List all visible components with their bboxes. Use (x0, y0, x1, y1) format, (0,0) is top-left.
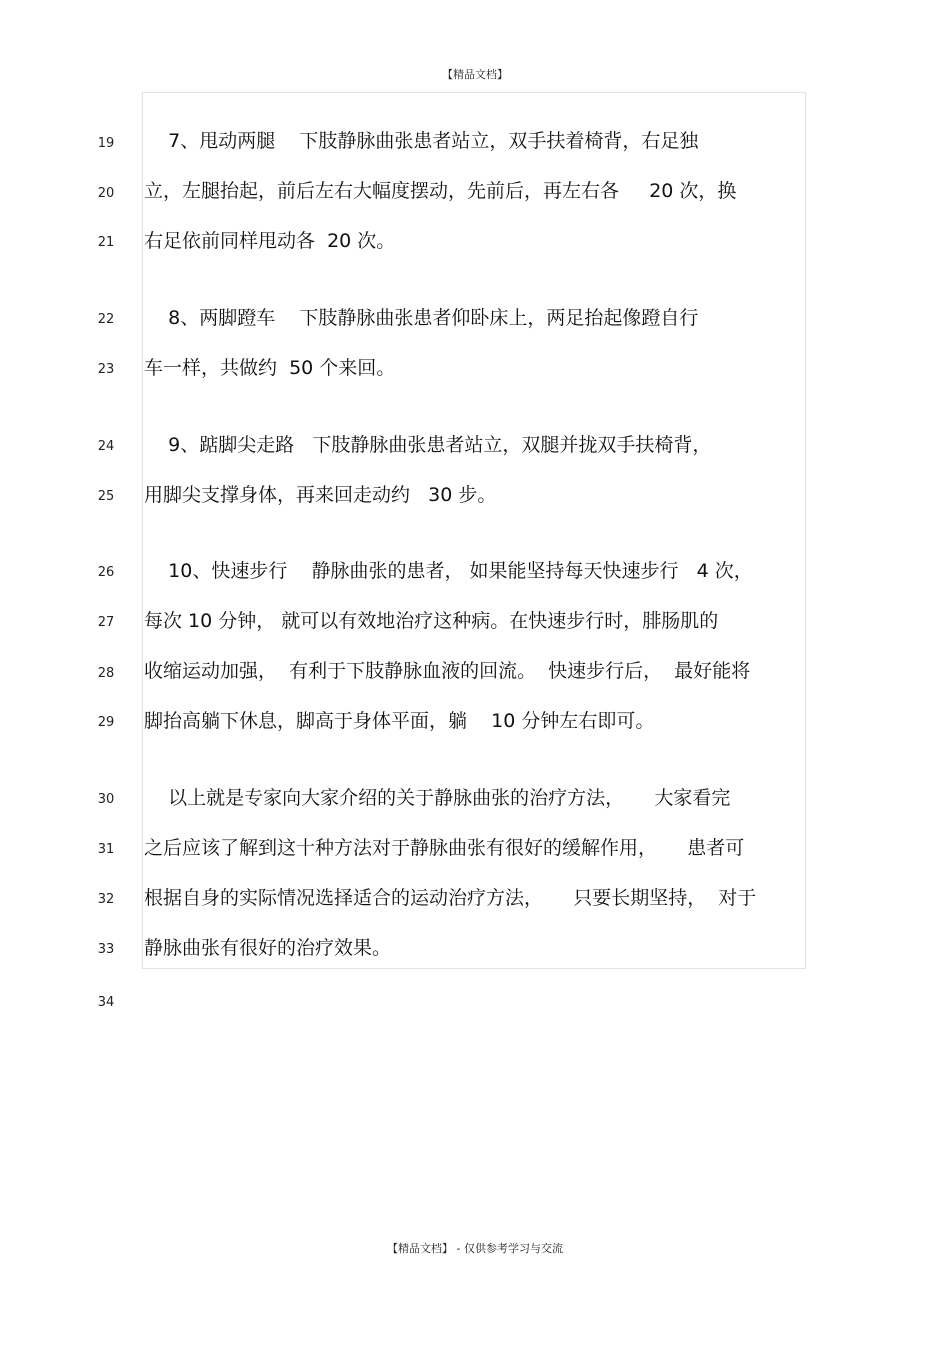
page-header-label: 【精品文档】 (442, 68, 508, 81)
body-text-line: 7、甩动两腿 下肢静脉曲张患者站立，双手扶着椅背，右足独 (144, 130, 699, 152)
line-number: 31 (97, 842, 115, 857)
body-text-line: 每次 10 分钟， 就可以有效地治疗这种病。在快速步行时，腓肠肌的 (144, 610, 719, 632)
page-footer-label: 【精品文档】 - 仅供参考学习与交流 (387, 1242, 563, 1255)
body-text-line: 收缩运动加强， 有利于下肢静脉血液的回流。 快速步行后， 最好能将 (144, 660, 751, 682)
line-number: 20 (97, 186, 115, 201)
line-number: 22 (97, 312, 115, 327)
body-text-line: 8、两脚蹬车 下肢静脉曲张患者仰卧床上，两足抬起像蹬自行 (144, 307, 699, 329)
body-text-line: 右足依前同样甩动各 20 次。 (144, 230, 396, 252)
body-text-line: 车一样，共做约 50 个来回。 (144, 357, 396, 379)
body-text-line: 之后应该了解到这十种方法对于静脉曲张有很好的缓解作用， 患者可 (144, 837, 745, 859)
line-number: 29 (97, 715, 115, 730)
line-number: 32 (97, 892, 115, 907)
line-number: 28 (97, 666, 115, 681)
body-text-line: 9、踮脚尖走路 下肢静脉曲张患者站立，双腿并拢双手扶椅背， (144, 434, 712, 456)
line-number: 34 (97, 995, 115, 1010)
line-number: 26 (97, 565, 115, 580)
line-number: 23 (97, 362, 115, 377)
body-text-line: 10、快速步行 静脉曲张的患者， 如果能坚持每天快速步行 4 次， (144, 560, 753, 582)
line-number: 21 (97, 235, 115, 250)
line-number: 25 (97, 489, 115, 504)
body-text-line: 根据自身的实际情况选择适合的运动治疗方法， 只要长期坚持， 对于 (144, 887, 757, 909)
body-text-line: 立，左腿抬起，前后左右大幅度摆动，先前后，再左右各 20 次，换 (144, 180, 737, 202)
line-number: 27 (97, 615, 115, 630)
body-text-line: 以上就是专家向大家介绍的关于静脉曲张的治疗方法， 大家看完 (144, 787, 731, 809)
body-text-line: 静脉曲张有很好的治疗效果。 (144, 937, 392, 959)
body-text-line: 脚抬高躺下休息，脚高于身体平面，躺 10 分钟左右即可。 (144, 710, 655, 732)
line-number: 33 (97, 942, 115, 957)
line-number: 30 (97, 792, 115, 807)
line-number: 19 (97, 136, 115, 151)
body-text-line: 用脚尖支撑身体，再来回走动约 30 步。 (144, 484, 497, 506)
line-number: 24 (97, 439, 115, 454)
